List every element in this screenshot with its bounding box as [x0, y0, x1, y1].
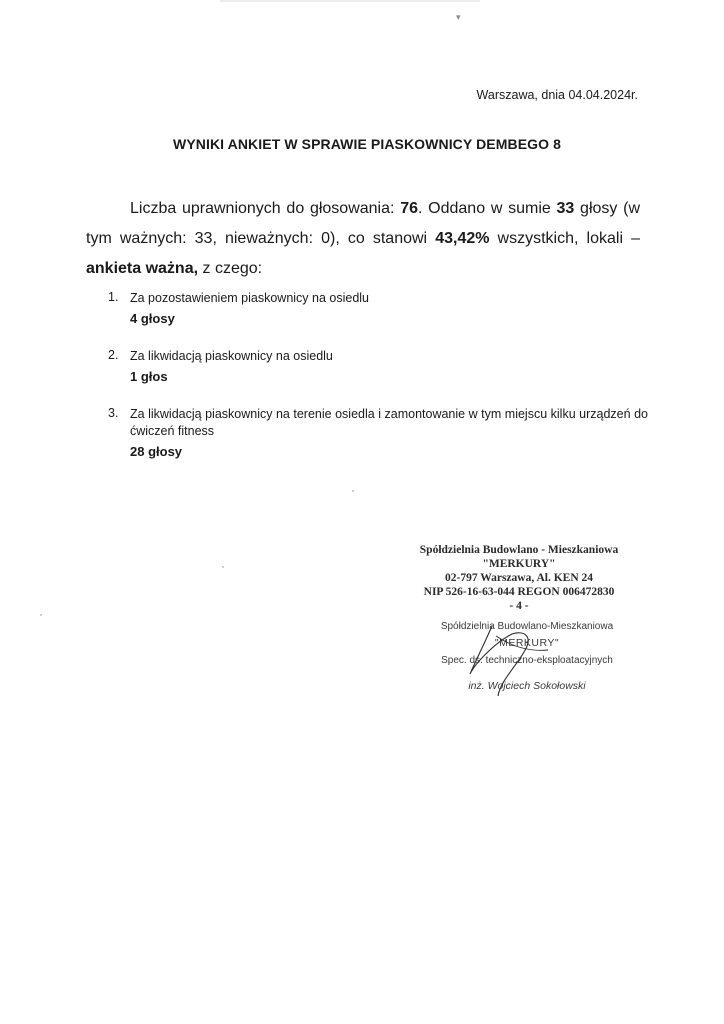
- scan-speck: [352, 490, 354, 492]
- scan-artifact-mark: ▾: [456, 12, 461, 22]
- intro-text-2: . Oddano w sumie: [417, 200, 557, 217]
- stamp-number: - 4 -: [509, 600, 529, 612]
- list-item: [100, 406, 648, 459]
- option-text: Za pozostawieniem piaskownicy na osiedlu: [130, 291, 370, 305]
- company-stamp: [412, 543, 626, 613]
- vote-count: 1 głos: [130, 369, 168, 384]
- scan-speck: [40, 614, 42, 616]
- list-item: [100, 290, 648, 326]
- sig-brand: "MERKURY": [494, 637, 560, 649]
- sig-company-name: Spółdzielnia Budowlano-Mieszkaniowa: [440, 621, 614, 632]
- item-number: 1.: [108, 290, 119, 304]
- sig-name: inż. Wojciech Sokołowski: [468, 680, 586, 692]
- survey-verdict: ankieta ważna,: [86, 260, 199, 277]
- option-text: Za likwidacją piaskownicy na osiedlu: [130, 349, 333, 363]
- results-list: [100, 290, 648, 481]
- list-item: [100, 348, 648, 384]
- stamp-brand: "MERKURY": [482, 558, 556, 570]
- turnout-percent: 43,42%: [435, 230, 490, 247]
- vote-count: 28 głosy: [130, 444, 183, 459]
- item-number: 2.: [108, 348, 119, 362]
- intro-text-3: głosy (w tym ważnych: 33, nieważnych: 0), co stanowi: [86, 200, 640, 247]
- intro-text-4: wszystkich, lokali –: [489, 230, 640, 247]
- intro-text-5: z czego:: [198, 260, 263, 277]
- document-title: WYNIKI ANKIET W SPRAWIE PIASKOWNICY DEMBEGO 8: [173, 136, 561, 152]
- vote-count: 4 głosy: [130, 311, 175, 326]
- place-date: Warszawa, dnia 04.04.2024r.: [476, 88, 638, 102]
- cast-count: 33: [556, 200, 575, 217]
- stamp-company-name: Spółdzielnia Budowlano - Mieszkaniowa: [419, 544, 619, 556]
- sig-position: Spec. ds. techniczno-eksploatacyjnych: [441, 655, 613, 666]
- eligible-count: 76: [400, 200, 418, 217]
- stamp-address: 02-797 Warszawa, Al. KEN 24: [444, 572, 593, 584]
- scan-speck: [222, 566, 224, 568]
- handwritten-signature-icon: [452, 622, 562, 702]
- intro-paragraph: [86, 194, 640, 284]
- item-number: 3.: [108, 406, 119, 420]
- stamp-tax-ids: NIP 526-16-63-044 REGON 006472830: [423, 586, 615, 598]
- scan-artifact-line: [220, 0, 480, 2]
- intro-text-1: Liczba uprawnionych do głosowania:: [130, 200, 401, 217]
- option-text: Za likwidacją piaskownicy na terenie osiedla i zamontowanie w tym miejscu kilku urządzeń do ćwiczeń fitness: [130, 407, 648, 438]
